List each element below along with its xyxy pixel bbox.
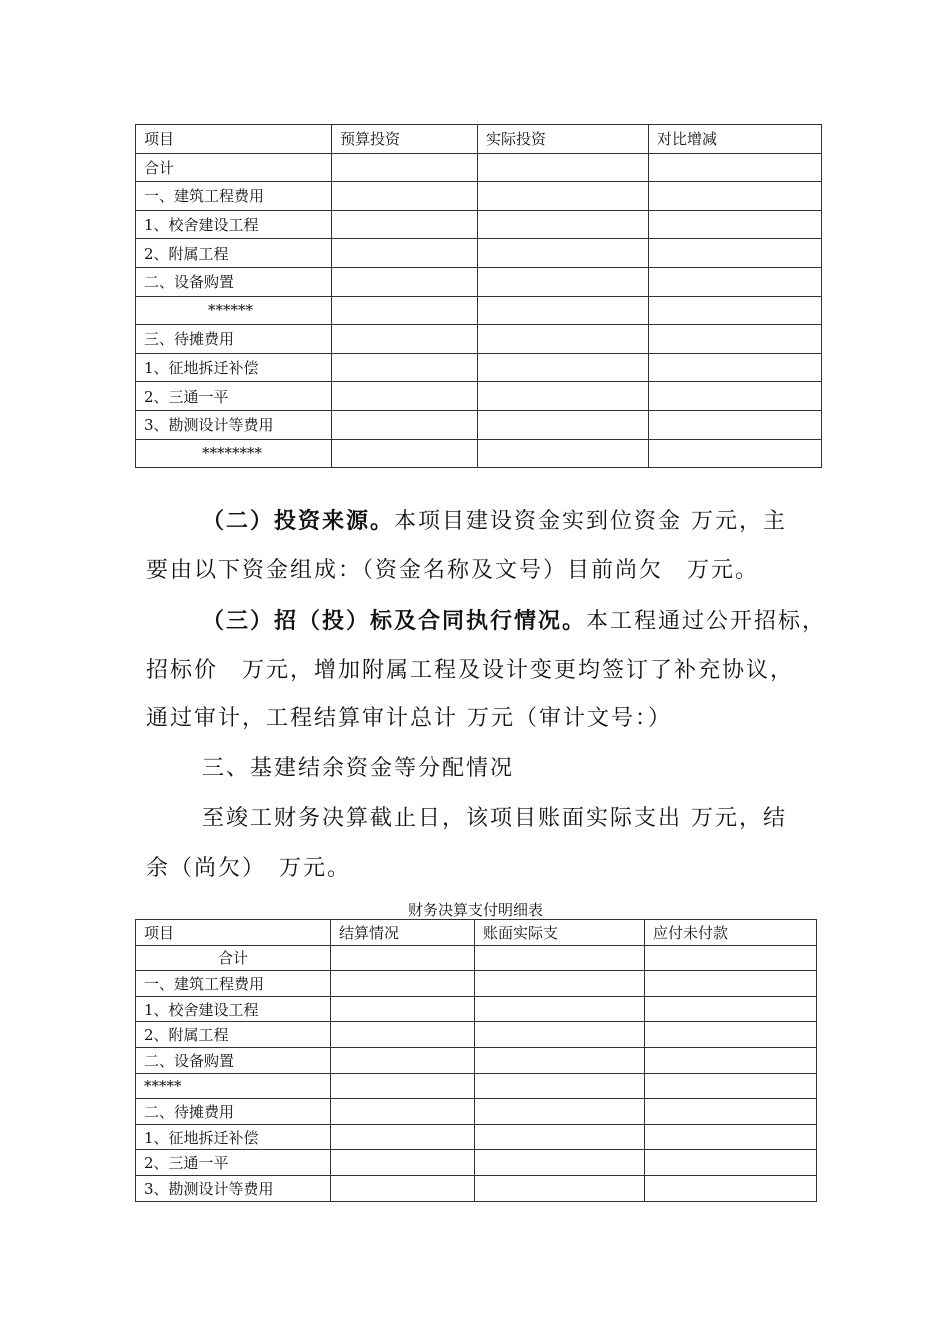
table-row	[136, 996, 817, 1022]
table-row	[136, 1124, 817, 1150]
payment-detail-table	[135, 919, 817, 1202]
row-label: *****	[136, 1073, 331, 1099]
header-cell: 项目	[136, 125, 332, 154]
table-row	[136, 239, 822, 268]
table-row	[136, 353, 822, 382]
paragraph-balance-line1: 至竣工财务决算截止日，该项目账面实际支出 万元，结	[202, 806, 787, 831]
row-label: 1、校舍建设工程	[136, 996, 331, 1022]
section-label: （三）招（投）标及合同执行情况。	[202, 608, 587, 634]
table-row	[136, 410, 822, 439]
row-label: 3、勘测设计等费用	[136, 410, 332, 439]
row-label: 一、建筑工程费用	[136, 182, 332, 211]
table-row	[136, 267, 822, 296]
table-row	[136, 1022, 817, 1048]
table-row	[136, 182, 822, 211]
table-row	[136, 153, 822, 182]
table-header-row	[136, 920, 817, 946]
paragraph-investment-source-line2: 要由以下资金组成：（资金名称及文号）目前尚欠 万元。	[146, 558, 760, 583]
table-row	[136, 210, 822, 239]
row-label: 2、附属工程	[136, 239, 332, 268]
table-row	[136, 1150, 817, 1176]
table-header-row	[136, 125, 822, 154]
paragraph-investment-source-line1: （二）投资来源。本项目建设资金实到位资金 万元，主	[202, 508, 788, 534]
section-heading: 三、基建结余资金等分配情况	[202, 756, 515, 781]
table-row	[136, 382, 822, 411]
header-cell: 应付未付款	[645, 920, 817, 946]
section-label: （二）投资来源。	[202, 508, 395, 534]
header-cell: 项目	[136, 920, 331, 946]
row-label: 2、三通一平	[136, 1150, 331, 1176]
table-row	[136, 439, 822, 468]
table-row	[136, 1073, 817, 1099]
row-label: 二、待摊费用	[136, 1099, 331, 1125]
table-caption: 财务决算支付明细表	[407, 901, 543, 919]
row-label: 1、征地拆迁补偿	[136, 1124, 331, 1150]
row-label: 一、建筑工程费用	[136, 971, 331, 997]
header-cell: 结算情况	[331, 920, 475, 946]
row-label: 2、三通一平	[136, 382, 332, 411]
table-row	[136, 296, 822, 325]
header-cell: 账面实际支	[475, 920, 645, 946]
row-label: 二、设备购置	[136, 1047, 331, 1073]
table-row	[136, 1099, 817, 1125]
row-label: 1、校舍建设工程	[136, 210, 332, 239]
paragraph-bidding-line3: 通过审计，工程结算审计总计 万元（审计文号：）	[146, 706, 672, 731]
row-label: 3、勘测设计等费用	[136, 1175, 331, 1201]
header-cell: 预算投资	[332, 125, 478, 154]
paragraph-balance-line2: 余（尚欠） 万元。	[146, 856, 352, 881]
row-label: 合计	[136, 153, 332, 182]
table-row	[136, 971, 817, 997]
paragraph-bidding-line1: （三）招（投）标及合同执行情况。本工程通过公开招标，	[202, 608, 827, 634]
table-row	[136, 945, 817, 971]
row-label: 二、设备购置	[136, 267, 332, 296]
row-label: 2、附属工程	[136, 1022, 331, 1048]
row-label: 1、征地拆迁补偿	[136, 353, 332, 382]
table-row	[136, 325, 822, 354]
row-label: 三、待摊费用	[136, 325, 332, 354]
table-row	[136, 1175, 817, 1201]
row-label: 合计	[136, 945, 331, 971]
paragraph-bidding-line2: 招标价 万元，增加附属工程及设计变更均签订了补充协议，	[146, 658, 795, 683]
row-label: ********	[136, 439, 332, 468]
header-cell: 实际投资	[478, 125, 649, 154]
header-cell: 对比增减	[649, 125, 822, 154]
investment-comparison-table	[135, 124, 822, 468]
table-row	[136, 1047, 817, 1073]
row-label: ******	[136, 296, 332, 325]
